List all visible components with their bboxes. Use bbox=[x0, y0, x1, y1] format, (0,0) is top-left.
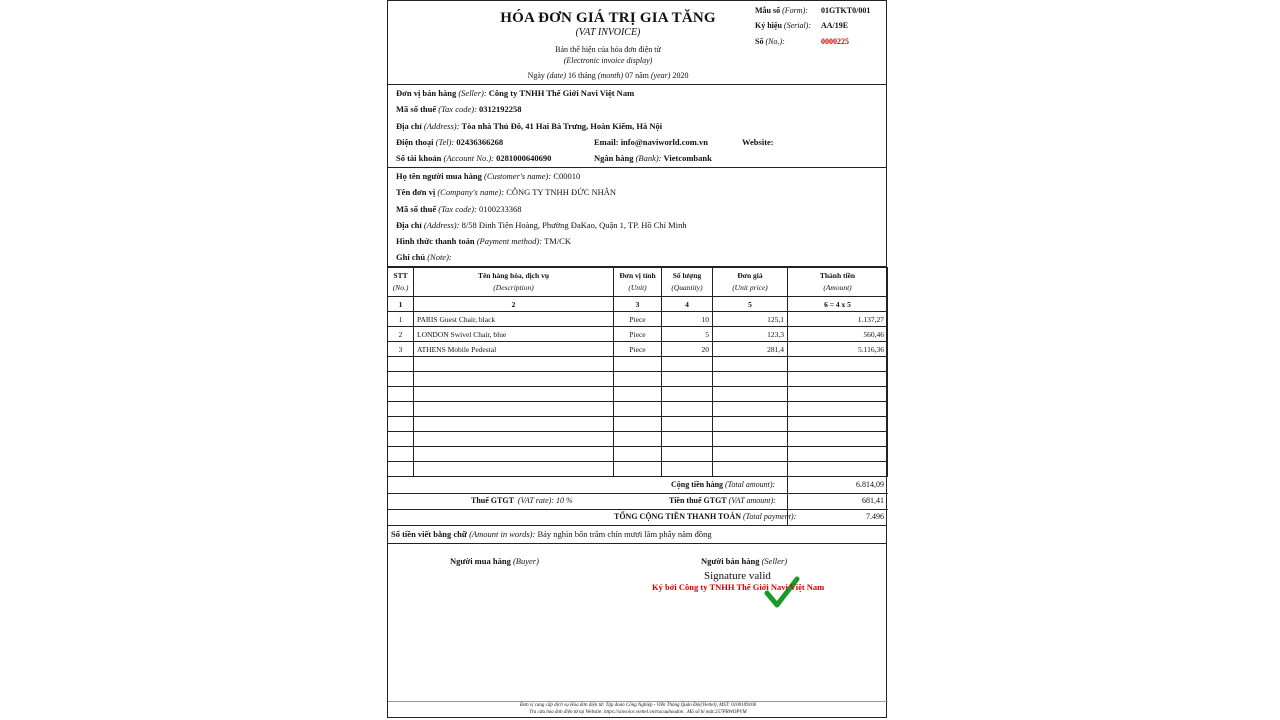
display-note-en: (Electronic invoice display) bbox=[563, 56, 653, 65]
buyer-address: 8/58 Đinh Tiên Hoàng, Phường ĐaKao, Quận 1, TP. Hồ Chí Minh bbox=[461, 220, 687, 230]
signature-valid-text: Signature valid bbox=[704, 570, 771, 582]
display-note: Bản thể hiện của hóa đơn điện tử bbox=[555, 45, 661, 54]
col-header-unit: Đơn vị tính (Unit) bbox=[614, 268, 662, 297]
table-row: 1 PARIS Guest Chair, black Piece 10 125,1 1.137,27 bbox=[388, 312, 888, 327]
buyer-address-row: Địa chỉ (Address): 8/58 Đinh Tiên Hoàng, Phường ĐaKao, Quận 1, TP. Hồ Chí Minh bbox=[396, 220, 687, 230]
amount-in-words: Số tiền viết bằng chữ (Amount in words): Bảy nghìn bốn trăm chín mươi lăm phẩy năm đồng bbox=[388, 526, 886, 544]
seller-website-label: Website: bbox=[742, 137, 774, 147]
amount-words: Bảy nghìn bốn trăm chín mươi lăm phẩy năm đồng bbox=[537, 529, 712, 539]
seller-email-row: Email: info@naviworld.com.vn bbox=[594, 137, 708, 147]
col-header-price: Đơn giá (Unit price) bbox=[713, 268, 788, 297]
empty-row bbox=[388, 462, 888, 477]
table-row: 3 ATHENS Mobile Pedestal Piece 20 281,4 5.116,36 bbox=[388, 342, 888, 357]
vat-amount-label: Tiền thuế GTGT (VAT amount): bbox=[669, 496, 776, 505]
buyer-note-row: Ghi chú (Note): bbox=[396, 252, 452, 262]
buyer-section bbox=[388, 168, 886, 267]
seller-tax-row: Mã số thuế (Tax code): 0312192258 bbox=[396, 104, 522, 114]
empty-row bbox=[388, 387, 888, 402]
invoice-title: HÓA ĐƠN GIÁ TRỊ GIA TĂNG bbox=[500, 10, 716, 26]
subtotal-value: 6.814,09 bbox=[856, 480, 884, 489]
col-header-qty: Số lượng (Quantity) bbox=[662, 268, 713, 297]
signed-by-text: Ký bởi Công ty TNHH Thế Giới Navi Việt Nam bbox=[652, 582, 825, 592]
date-month: 07 bbox=[625, 71, 634, 80]
col-header-no: STT (No.) bbox=[388, 268, 414, 297]
serial-number: Ký hiệu (Serial): AA/19E bbox=[755, 21, 849, 30]
buyer-payment: TM/CK bbox=[544, 236, 571, 246]
provider-line: Đơn vị cung cấp dịch vụ Hóa đơn điện tử: Tập đoàn Công Nghiệp - Viễn Thông Quân Đội(Viettel), MST: 0100109106 bbox=[519, 703, 757, 708]
seller-email: info@naviworld.com.vn bbox=[620, 137, 708, 147]
vat-rate: Thuế GTGT (VAT rate): 10 % bbox=[471, 496, 573, 505]
buyer-company-row: Tên đơn vị (Company's name): CÔNG TY TNHH ĐỨC NHÂN bbox=[396, 187, 617, 197]
column-number-row: 1 2 3 4 5 6 = 4 x 5 bbox=[388, 297, 888, 312]
buyer-customer-row: Họ tên người mua hàng (Customer's name): C00010 bbox=[396, 171, 581, 181]
vat-amount-value: 681,41 bbox=[862, 496, 884, 505]
empty-row bbox=[388, 402, 888, 417]
seller-tel: 02436366268 bbox=[456, 137, 504, 147]
seller-address-row: Địa chỉ (Address): Tòa nhà Thủ Đô, 41 Hai Bà Trưng, Hoàn Kiếm, Hà Nội bbox=[396, 121, 663, 131]
seller-name: Công ty TNHH Thế Giới Navi Việt Nam bbox=[488, 88, 635, 98]
table-row: 2 LONDON Swivel Chair, blue Piece 5 123,3 560,46 bbox=[388, 327, 888, 342]
form-number: Mẫu số (Form): 01GTKT0/001 bbox=[755, 6, 871, 15]
seller-section bbox=[388, 85, 886, 168]
grand-total-value: 7.496 bbox=[866, 512, 884, 521]
grand-total-label: TỔNG CỘNG TIỀN THANH TOÁN (Total payment): bbox=[614, 512, 797, 521]
totals-section bbox=[388, 477, 886, 526]
invoice-footer bbox=[388, 701, 888, 716]
col-header-desc: Tên hàng hóa, dịch vụ (Description) bbox=[414, 268, 614, 297]
empty-row bbox=[388, 372, 888, 387]
seller-tel-row: Điện thoại (Tel): 02436366268 bbox=[396, 137, 504, 147]
buyer-payment-row: Hình thức thanh toán (Payment method): TM/CK bbox=[396, 236, 571, 246]
seller-tax: 0312192258 bbox=[479, 104, 522, 114]
empty-row bbox=[388, 417, 888, 432]
lookup-line: Tra cứu hóa đơn điện tử tại Website: https://sinvoice.viettel.vn/tracuuhoadon . Mã số bí mật:257PRWOPVM bbox=[529, 710, 747, 715]
seller-bank: Vietcombank bbox=[663, 153, 712, 163]
buyer-signature-label: Người mua hàng (Buyer) bbox=[450, 556, 539, 566]
signature-section bbox=[388, 544, 886, 714]
check-icon bbox=[764, 575, 800, 611]
invoice-header bbox=[388, 1, 886, 85]
invoice-date: Ngày (date) 16 tháng (month) 07 năm (year) 2020 bbox=[527, 71, 689, 80]
subtotal-label: Cộng tiền hàng (Total amount): bbox=[671, 480, 776, 489]
date-year: 2020 bbox=[672, 71, 689, 80]
invoice-page bbox=[387, 0, 887, 718]
buyer-customer: C00010 bbox=[553, 171, 581, 181]
table-header-row bbox=[388, 268, 888, 297]
empty-row bbox=[388, 357, 888, 372]
seller-name-row: Đơn vị bán hàng (Seller): Công ty TNHH Thế Giới Navi Việt Nam bbox=[396, 88, 635, 98]
seller-bank-row: Ngân hàng (Bank): Vietcombank bbox=[594, 153, 712, 163]
items-table bbox=[387, 267, 888, 477]
buyer-tax-row: Mã số thuế (Tax code): 0100233368 bbox=[396, 204, 522, 214]
invoice-number: Số (No.): 0000225 bbox=[755, 37, 849, 46]
buyer-tax: 0100233368 bbox=[479, 204, 522, 214]
seller-account-row: Số tài khoản (Account No.): 0281000640690 bbox=[396, 153, 552, 163]
empty-row bbox=[388, 432, 888, 447]
date-day: 16 bbox=[568, 71, 576, 80]
col-header-amount: Thành tiền (Amount) bbox=[788, 268, 888, 297]
seller-signature-label: Người bán hàng (Seller) bbox=[701, 556, 788, 566]
invoice-subtitle: (VAT INVOICE) bbox=[575, 27, 641, 38]
empty-row bbox=[388, 447, 888, 462]
seller-address: Tòa nhà Thủ Đô, 41 Hai Bà Trưng, Hoàn Kiếm, Hà Nội bbox=[461, 121, 663, 131]
seller-account: 0281000640690 bbox=[496, 153, 552, 163]
buyer-company: CÔNG TY TNHH ĐỨC NHÂN bbox=[506, 187, 617, 197]
